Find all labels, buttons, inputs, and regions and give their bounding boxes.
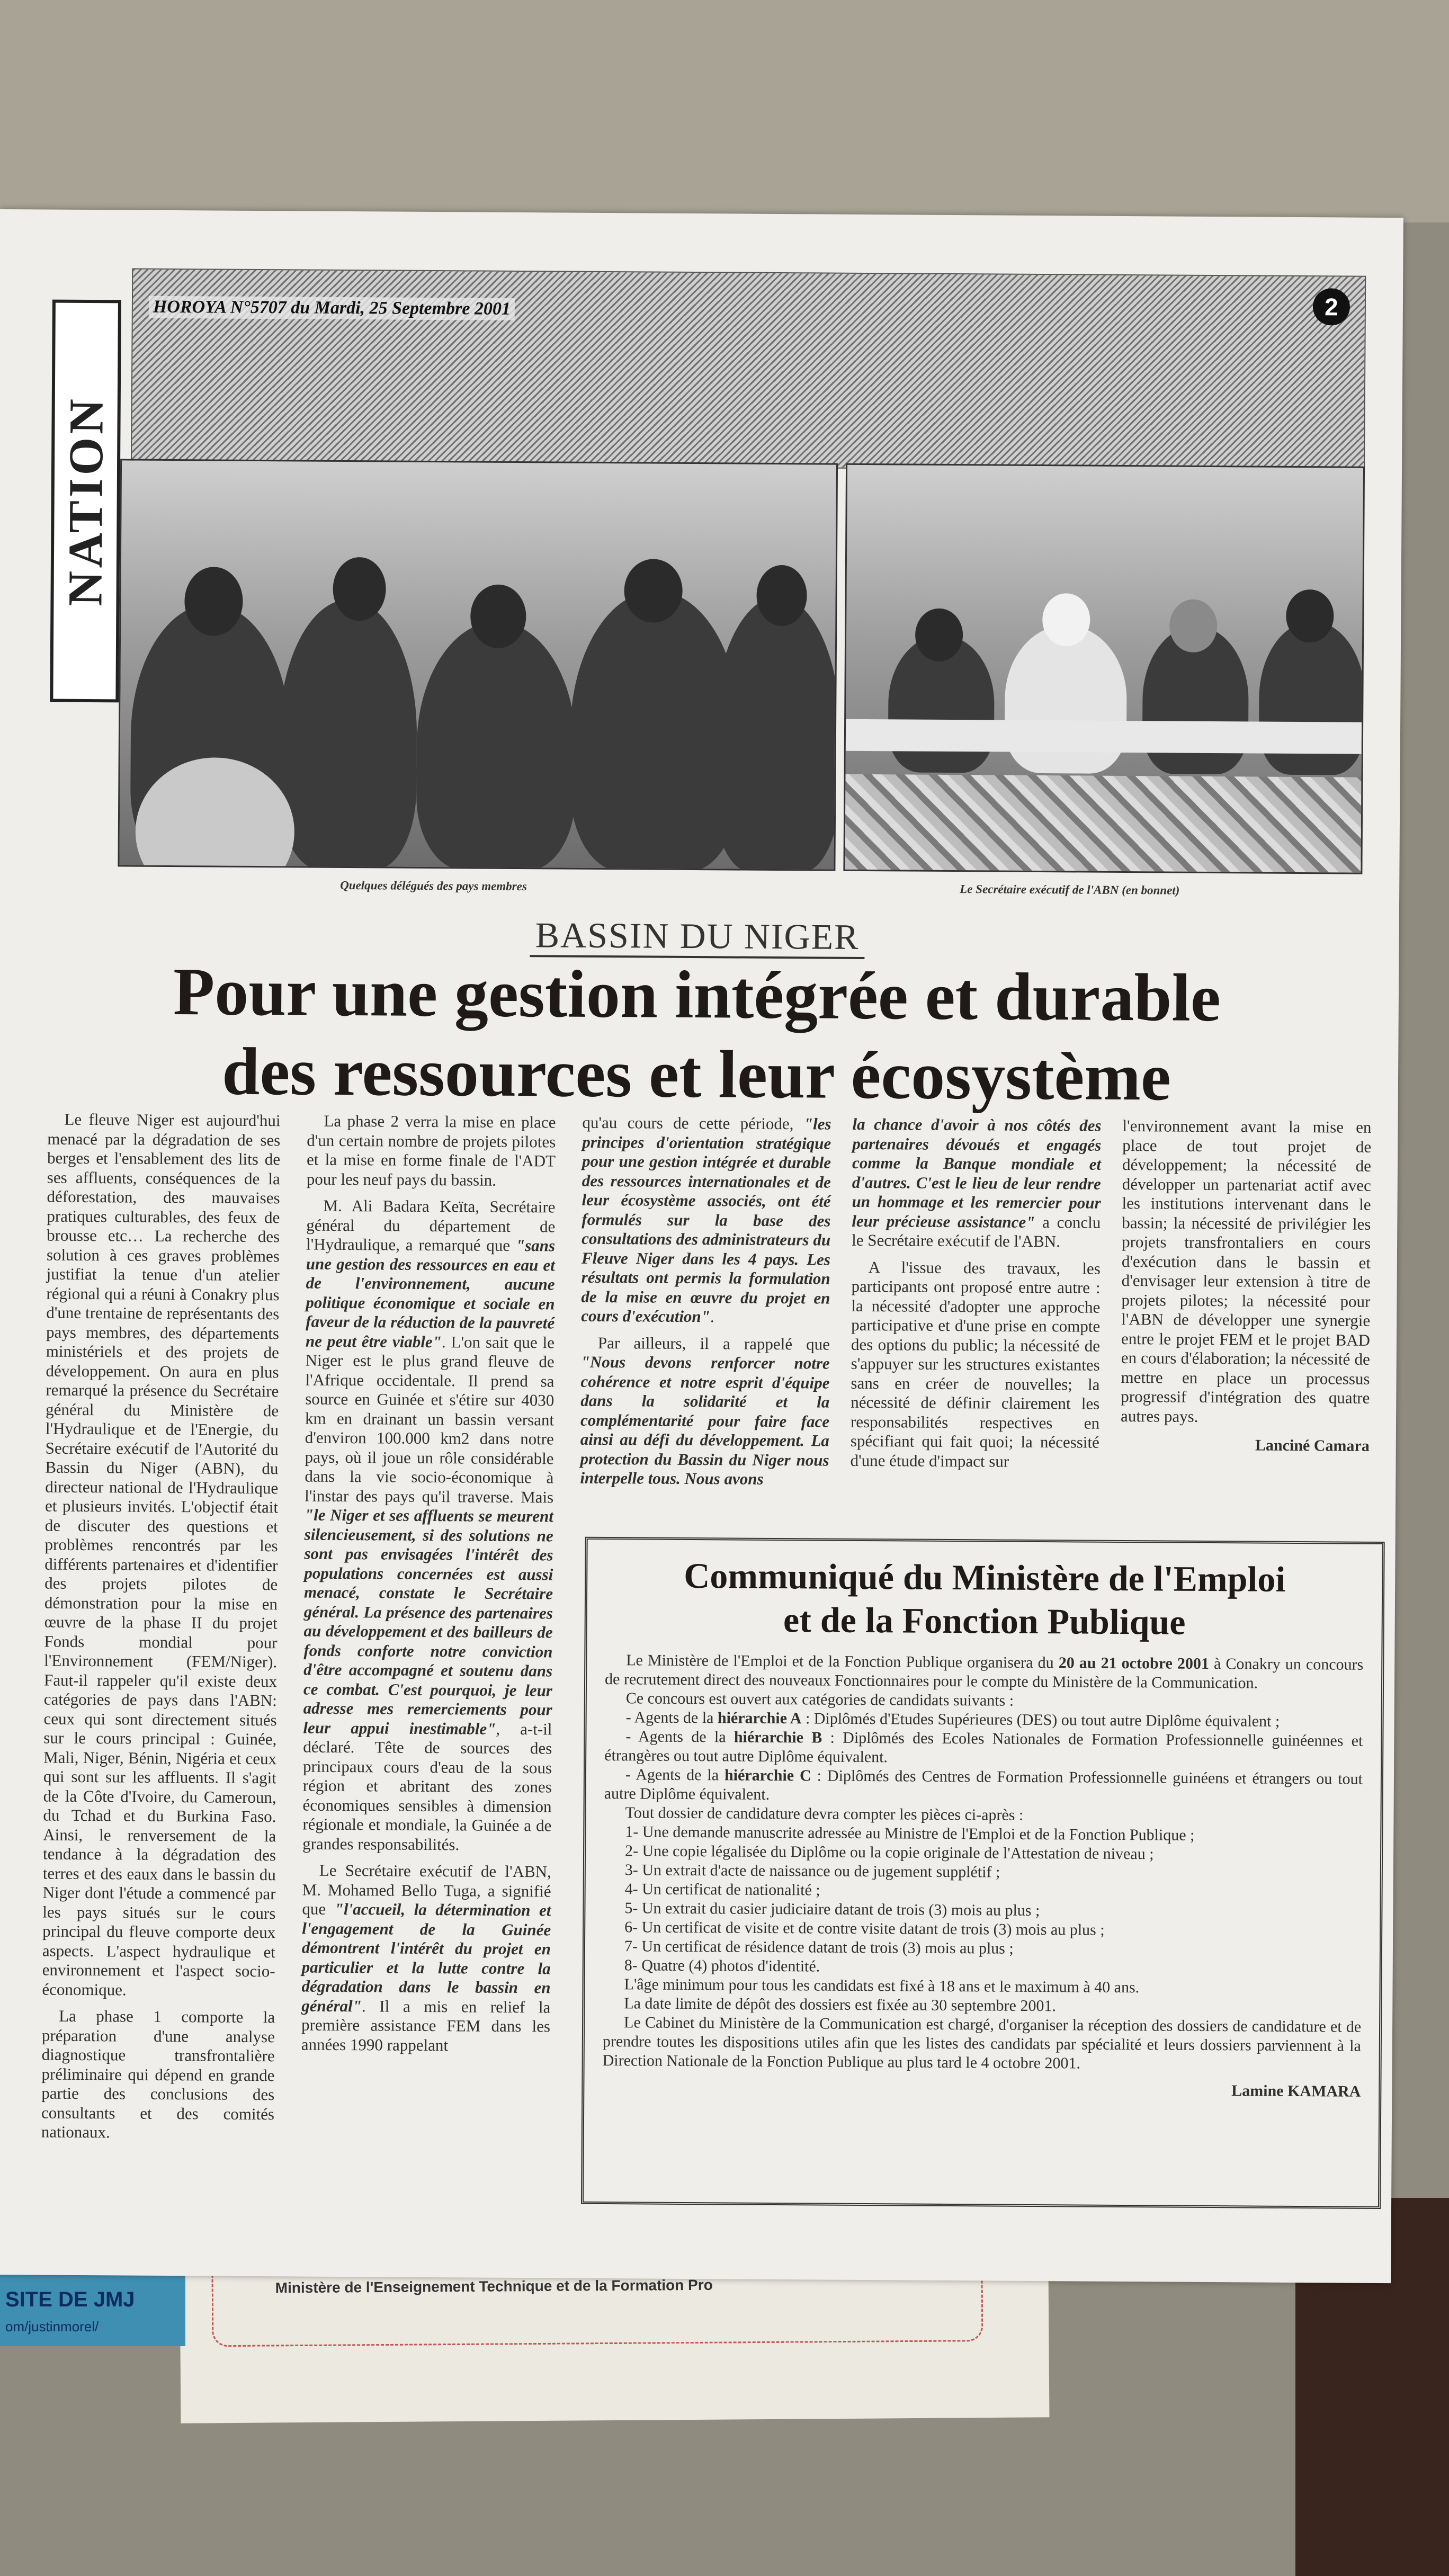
section-label <box>50 300 121 703</box>
person-head <box>624 559 683 623</box>
dossier-piece: 5- Un extrait du casier judiciaire datant de trois (3) mois au plus ; <box>624 1899 1040 1920</box>
cabinet-line: Le Cabinet du Ministère de la Communication est chargé, d'organiser la réception des dossiers de candidature et de prendre toutes les dispositions utiles afin que les listes des candidats par spécialité et leurs dossiers parviennent à la Direction Nationale de la Fonction Publique au plus tard le 4 octobre 2001. <box>602 2014 1362 2072</box>
headline-line-2: des ressources et leur écosystème <box>221 1033 1171 1115</box>
article-paragraph <box>581 1113 831 1327</box>
blue-tab-url: om/justinmorel/ <box>5 2319 99 2334</box>
text-run: - Agents de la <box>625 1766 725 1784</box>
person-figure <box>278 599 417 870</box>
article-kicker-text: BASSIN DU NIGER <box>530 915 864 959</box>
dossier-piece: 2- Une copie légalisée du Diplôme ou la copie originale de l'Attestation de niveau ; <box>624 1842 1154 1863</box>
text-run: : Diplômés des Centres de Formation Professionnelle guinéens et étrangers ou tout autre Diplôme équivalent. <box>604 1767 1363 1803</box>
article-column-4 <box>850 1115 1101 1479</box>
quote: "l'accueil, la détermination et l'engagement de la Guinée démontrent l'intérêt du projet en particulier et la lutte contre la dégradation dans le bassin en général" <box>301 1899 551 2015</box>
patterned-tablecloth <box>845 774 1361 873</box>
communique-open-line: Ce concours est ouvert aux catégories de candidats suivants : <box>625 1689 1014 1710</box>
quote: "Nous devons renforcer notre cohérence et notre esprit d'équipe dans la solidarité et la complémentarité pour faire face ainsi au défi du développement. La protection du Bassin du Niger nous interpelle tous. Nous avons <box>580 1352 830 1488</box>
text-run: , a-t-il déclaré. Tête de sources des principaux cours d'eau de la sous région et abritant des zones économiques sensibles à dimension régionale et mondiale, la Guinée a de grandes responsabilités. <box>302 1719 552 1854</box>
quote: "le Niger et ses affluents se meurent silencieusement, si des solutions ne sont pas envisagées l'intérêt des populations concernées est aussi menacé, constate le Secrétaire général. La présence des partenaires au développement et des bailleurs de fonds conforte notre conviction d'être accompagné et soutenu dans ce combat. C'est pourquoi, je leur adresse mes remerciements pour leur appui inestimable" <box>303 1505 554 1738</box>
article-paragraph <box>301 1861 551 2056</box>
text-run: : Diplômés d'Etudes Supérieures (DES) ou tout autre Diplôme équivalent ; <box>801 1710 1280 1730</box>
text-run: a conclu le Secrétaire exécutif de l'ABN. <box>852 1212 1101 1251</box>
person-head <box>184 567 243 636</box>
category-label: hiérarchie C <box>724 1766 811 1785</box>
person-head <box>470 584 526 648</box>
text-run: . <box>710 1307 714 1326</box>
dossier-piece: 7- Un certificat de résidence datant de trois (3) mois au plus ; <box>624 1937 1014 1957</box>
article-paragraph <box>302 1196 556 1855</box>
photo-executive-secretary <box>843 463 1365 874</box>
article-paragraph: A l'issue des travaux, les participants ont proposé entre autre : la nécessité d'adopter une approche participative et d'une prise en compte des options du public; la nécessité de s'appuyer sur les structures existantes sans en créer de nouvelles; la nécessité de définir clairement les responsabilités respectives en spécifiant qui fait quoi; la nécessité d'une étude d'impact sur <box>850 1257 1101 1471</box>
article-column-2 <box>301 1112 556 2063</box>
person-figure <box>416 621 576 871</box>
communique-title-line-1: Communiqué du Ministère de l'Emploi <box>684 1555 1286 1599</box>
age-line: L'âge minimum pour tous les candidats est fixé à 18 ans et le maximum à 40 ans. <box>624 1975 1140 1997</box>
person-head <box>915 609 963 662</box>
photo-delegates <box>118 459 838 871</box>
person-head <box>1169 600 1218 653</box>
underlying-text-line2: Ministère de l'Enseignement Technique et de la Formation Pro <box>275 2276 713 2296</box>
dossier-intro: Tout dossier de candidature devra compter les pièces ci-après : <box>625 1804 1024 1824</box>
masthead-banner <box>131 269 1366 472</box>
person-head <box>1286 589 1334 643</box>
article-paragraph: Le fleuve Niger est aujourd'hui menacé par la dégradation de ses berges et l'ensablement des lits de ses affluents, conséquences de la déforestation, des mauvaises pratiques culturables, des feux de brousse etc… La recherche des solution à ces graves problèmes justifiat la tenue d'un atelier régional qui a réuni à Conakry plus d'une trentaine de représentants des pays membres, des départements ministériels et des projets de développement. On aura en plus remarqué la présence du Secrétaire général du Ministère de l'Hydraulique et de l'Energie, du Secrétaire exécutif de l'Autorité du Bassin du Niger (ABN), du directeur national de l'Hydraulique et plusieurs invités. L'objectif était de discuter des questions et problèmes rencontrés par les différents partenaires et d'identifier des projets pilotes de démonstration pour la mise en œuvre de la phase II du projet Fonds mondial pour l'Environnement (FEM/Niger). Faut-il rappeler qu'il existe deux catégories de pays dans l'ABN: ceux qui sont directement situés sur le cours principal : Guinée, Mali, Niger, Bénin, Nigéria et ceux qui sont sur les affluents. Il s'agit de la Côte d'Ivoire, du Cameroun, du Tchad et du Burkina Faso. Ainsi, le renversement de la tendance à la dégradation des terres et des eaux dans le bassin du Niger dont l'étude a commencé par les pays situés sur le cours principal du fleuve comporte deux aspects. L'aspect hydraulique et environnement et l'aspect socio-économique. <box>42 1110 281 1999</box>
text-run: Le Secrétaire exécutif de l'ABN, M. Mohamed Bello Tuga, a signifié que <box>302 1861 551 1918</box>
article-paragraph: La phase 1 comporte la préparation d'une analyse diagnostique transfrontalière préliminaire qui dépend en grande partie des conclusions des consultants et des comités nationaux. <box>41 2006 275 2142</box>
exam-dates: 20 au 21 octobre 2001 <box>1058 1654 1210 1672</box>
table-background <box>0 0 1449 222</box>
communique-signature: Lamine KAMARA <box>1231 2082 1361 2100</box>
article-byline: Lanciné Camara <box>1255 1436 1370 1455</box>
text-run: M. Ali Badara Keïta, Secrétaire général du département de l'Hydraulique, a remarqué que <box>306 1196 556 1255</box>
dossier-piece: 4- Un certificat de nationalité ; <box>624 1880 820 1899</box>
article-paragraph <box>580 1333 830 1489</box>
text-run: - Agents de la <box>625 1709 718 1727</box>
text-run: : Diplômés des Ecoles Nationales de Formation Professionnelle guinéennes et étrangères ou tout autre Diplôme équivalent. <box>604 1729 1363 1766</box>
quote: "les principes d'orientation stratégique pour une gestion intégrée et durable des ressources internationales et de leur écosystème associés, ont été formulés sur la base des consultations des administrateurs du Fleuve Niger dans les 4 pays. Les résultats ont permis la formulation de la mise en œuvre du projet en cours d'exécution" <box>581 1114 831 1326</box>
deadline-line: La date limite de dépôt des dossiers est fixée au 30 septembre 2001. <box>624 1994 1057 2015</box>
category-b <box>604 1727 1363 1770</box>
communique-intro <box>605 1651 1363 1694</box>
article-paragraph <box>852 1115 1102 1251</box>
text-run: . Il a mis en relief la première assistance FEM dans les années 1990 rappelant <box>301 1996 551 2054</box>
quote: "sans une gestion des ressources en eau et de l'environnement, aucune politique économique et sociale en faveur de la réduction de la pauvreté ne peut être viable" <box>305 1236 556 1351</box>
dossier-piece: 3- Un extrait d'acte de naissance ou de jugement supplétif ; <box>624 1861 1000 1881</box>
quote: la chance d'avoir à nos côtés des partenaires dévoués et engagés comme la Banque mondiale et d'autres. C'est le lieu de leur rendre un hommage et les remercier pour leur précieuse assistance" <box>852 1114 1102 1231</box>
photo-caption-left: Quelques délégués des pays membres <box>340 878 527 893</box>
person-head <box>756 565 807 627</box>
text-run: à Conakry un concours de recrutement direct des nouveaux Fonctionnaires pour le compte du Ministère de la Communication. <box>604 1654 1364 1692</box>
blue-tab-mid-text: SITE DE JMJ <box>5 2288 135 2311</box>
article-column-1 <box>41 1110 281 2151</box>
dossier-piece: 6- Un certificat de visite et de contre visite datant de trois (3) mois au plus ; <box>624 1918 1105 1939</box>
newspaper-page <box>0 209 1403 2283</box>
person-figure <box>712 596 838 871</box>
headline-line-1: Pour une gestion intégrée et durable <box>173 954 1221 1036</box>
article-headline <box>0 951 1399 1118</box>
conference-table <box>846 719 1362 754</box>
dossier-piece: 1- Une demande manuscrite adressée au Ministre de l'Emploi et de la Fonction Publique ; <box>625 1823 1195 1844</box>
text-run: qu'au cours de cette période, <box>582 1113 804 1133</box>
person-head <box>333 557 386 621</box>
communique-title-line-2: et de la Fonction Publique <box>783 1599 1186 1642</box>
person-head-bonnet <box>1042 593 1090 647</box>
category-label: hiérarchie A <box>717 1709 802 1728</box>
communique-box <box>581 1537 1385 2209</box>
article-column-5 <box>1121 1116 1372 1456</box>
text-run: Le Ministère de l'Emploi et de la Fonction Publique organisera du <box>626 1651 1059 1672</box>
article-column-3 <box>580 1113 831 1497</box>
dossier-piece: 8- Quatre (4) photos d'identité. <box>624 1956 820 1975</box>
category-c <box>604 1765 1363 1808</box>
page-number: 2 <box>1313 288 1350 325</box>
text-run: Par ailleurs, il a rappelé que <box>597 1333 830 1354</box>
article-paragraph: l'environnement avant la mise en place de tout projet de développement; la nécessité de développer un partenariat actif avec les institutions intervenant dans le bassin; la nécessité de privilégier les projets transfrontaliers en cours d'exécution dans le bassin et d'envisager leur extension à titre de projets pilotes; la nécessité pour l'ABN de développer une synergie entre le projet FEM et le projet BAD en cours d'élaboration; la nécessité de mettre en place un processus progressif d'intégration des quatre autres pays. <box>1121 1116 1372 1426</box>
article-paragraph: La phase 2 verra la mise en place d'un certain nombre de projets pilotes et la mise en forme finale de l'ADT pour les neuf pays du bassin. <box>306 1111 556 1189</box>
text-run: . L'on sait que le Niger est le plus grand fleuve de l'Afrique occidentale. Il prend sa source en Guinée et s'étire sur 4030 km en drainant un bassin versant d'environ 100.000 km2 dans notre pays, où il joue un rôle considérable dans la vie socio-économique à l'instar des pays qu'il traverse. Mais <box>305 1332 555 1506</box>
communique-title <box>605 1553 1364 1645</box>
dateline: HOROYA N°5707 du Mardi, 25 Septembre 2001 <box>149 296 515 320</box>
text-run: - Agents de la <box>625 1728 735 1746</box>
photo-caption-right: Le Secrétaire exécutif de l'ABN (en bonnet) <box>960 882 1180 897</box>
category-label: hiérarchie B <box>734 1728 822 1747</box>
section-label-text: NATION <box>58 396 113 606</box>
